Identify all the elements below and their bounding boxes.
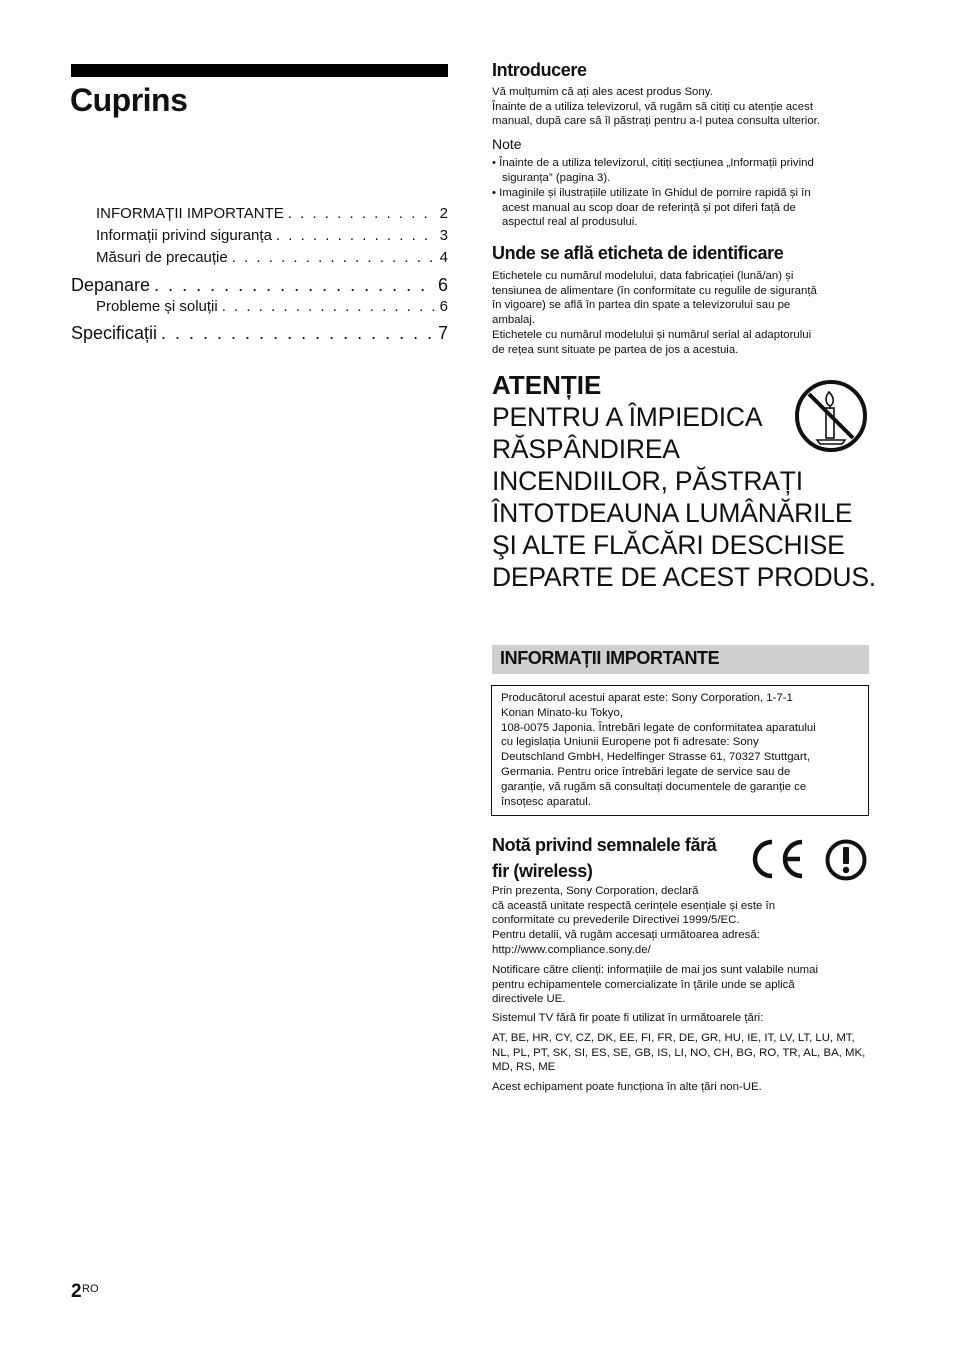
alert-icon [824,838,868,882]
toc-item-precautions[interactable] [96,249,448,266]
page-title: Cuprins [70,82,188,118]
notes-heading: Note [492,136,522,152]
toc-item-important-info[interactable] [96,205,448,222]
toc-label: INFORMAȚII IMPORTANTE [96,205,284,222]
toc-label: Probleme și soluții [96,298,218,315]
important-info-heading: INFORMAȚII IMPORTANTE [500,648,720,668]
toc-page: 7 [437,323,448,343]
toc-page: 4 [439,249,448,266]
toc-label: Informații privind siguranța [96,227,272,244]
page-number: 2 [71,1281,82,1302]
toc-item-troubleshooting[interactable] [71,275,448,296]
note-item: • Înainte de a utiliza televizorul, citiți secțiunea „Informații privind siguranța” (pagina 3). [492,157,814,184]
title-bar [71,64,448,77]
toc-page: 3 [439,227,448,244]
toc-item-problems-solutions[interactable] [96,298,448,315]
toc-page: 6 [439,298,448,315]
toc-item-safety-info[interactable] [96,227,448,244]
warning-title: ATENȚIE [492,370,602,400]
intro-text: Vă mulțumim că ați ales acest produs Sony. Înainte de a utiliza televizorul, vă rugăm să citiți cu atenție acest manual, după care să îl păstrați pentru a-l putea consulta ulterior. [492,86,820,128]
toc-page: 6 [437,275,448,295]
toc-label: Măsuri de precauție [96,249,228,266]
intro-heading: Introducere [492,60,587,80]
manufacturer-text: Producătorul acestui aparat este: Sony Corporation, 1-7-1 Konan Minato-ku Tokyo, 108-0075 Japonia. Întrebări legate de conformitatea aparatului cu legislația Uniunii Europene pot fi adresate: Sony Deutschland GmbH, Hedelfinger Strasse 61, 70327 Stuttgart, Germania. Pentru orice întrebări legate de service sau de garanție, vă rugăm să consultați documentele de garanție ce însoțesc aparatul. [501,692,816,808]
warning-text: PENTRU A ÎMPIEDICA RĂSPÂNDIREA INCENDIILOR, PĂSTRAȚI ÎNTOTDEAUNA LUMÂNĂRILE ŞI ALTE FLĂCĂRI DESCHISE DEPARTE DE ACEST PRODUS. [492,402,876,592]
page-lang-suffix: RO [82,1283,99,1295]
toc-label: Depanare [71,275,151,295]
label-heading: Unde se află eticheta de identificare [492,243,784,263]
important-info-band [492,645,869,674]
ce-mark-icon [748,838,806,880]
wireless-non-eu: Acest echipament poate funcționa în alte țări non-UE. [492,1081,762,1093]
wireless-countries-intro: Sistemul TV fără fir poate fi utilizat în următoarele țări: [492,1012,764,1024]
wireless-heading: Notă privind semnalele fără fir (wireless) [492,835,717,881]
toc-label: Specificații [71,323,158,343]
label-text: Etichetele cu numărul modelului, data fabricației (lună/an) și tensiunea de alimentare (în conformitate cu regulile de siguranță în vigoare) se află în partea din spate a televizorului sau pe ambalaj. Etichetele cu numărul modelului și numărul serial al adaptorului de rețea sunt situate pe partea de jos a acestuia. [492,270,817,356]
wireless-country-list: AT, BE, HR, CY, CZ, DK, EE, FI, FR, DE, GR, HU, IE, IT, LV, LT, LU, MT, NL, PL, PT, SK, SI, ES, SE, GB, IS, LI, NO, CH, BG, RO, TR, AL, BA, MK, MD, RS, ME [492,1032,866,1074]
wireless-declaration: Prin prezenta, Sony Corporation, declară că această unitate respectă cerințele esențiale și este în conformitate cu prevederile Directivei 1999/5/EC. Pentru detalii, vă rugăm accesați următoarea adresă: http://www.compliance.sony.de/ [492,885,776,956]
wireless-notice: Notificare către clienți: informațiile de mai jos sunt valabile numai pentru echipamentele comercializate în țările unde se aplică directivele UE. [492,964,819,1006]
toc-page: 2 [439,205,448,222]
no-candle-icon [793,378,869,454]
note-item: • Imaginile și ilustrațiile utilizate în Ghidul de pornire rapidă și în acest manual au scop doar de referință și pot diferi față de aspectul real al produsului. [492,187,811,229]
toc-item-specifications[interactable] [71,323,448,344]
